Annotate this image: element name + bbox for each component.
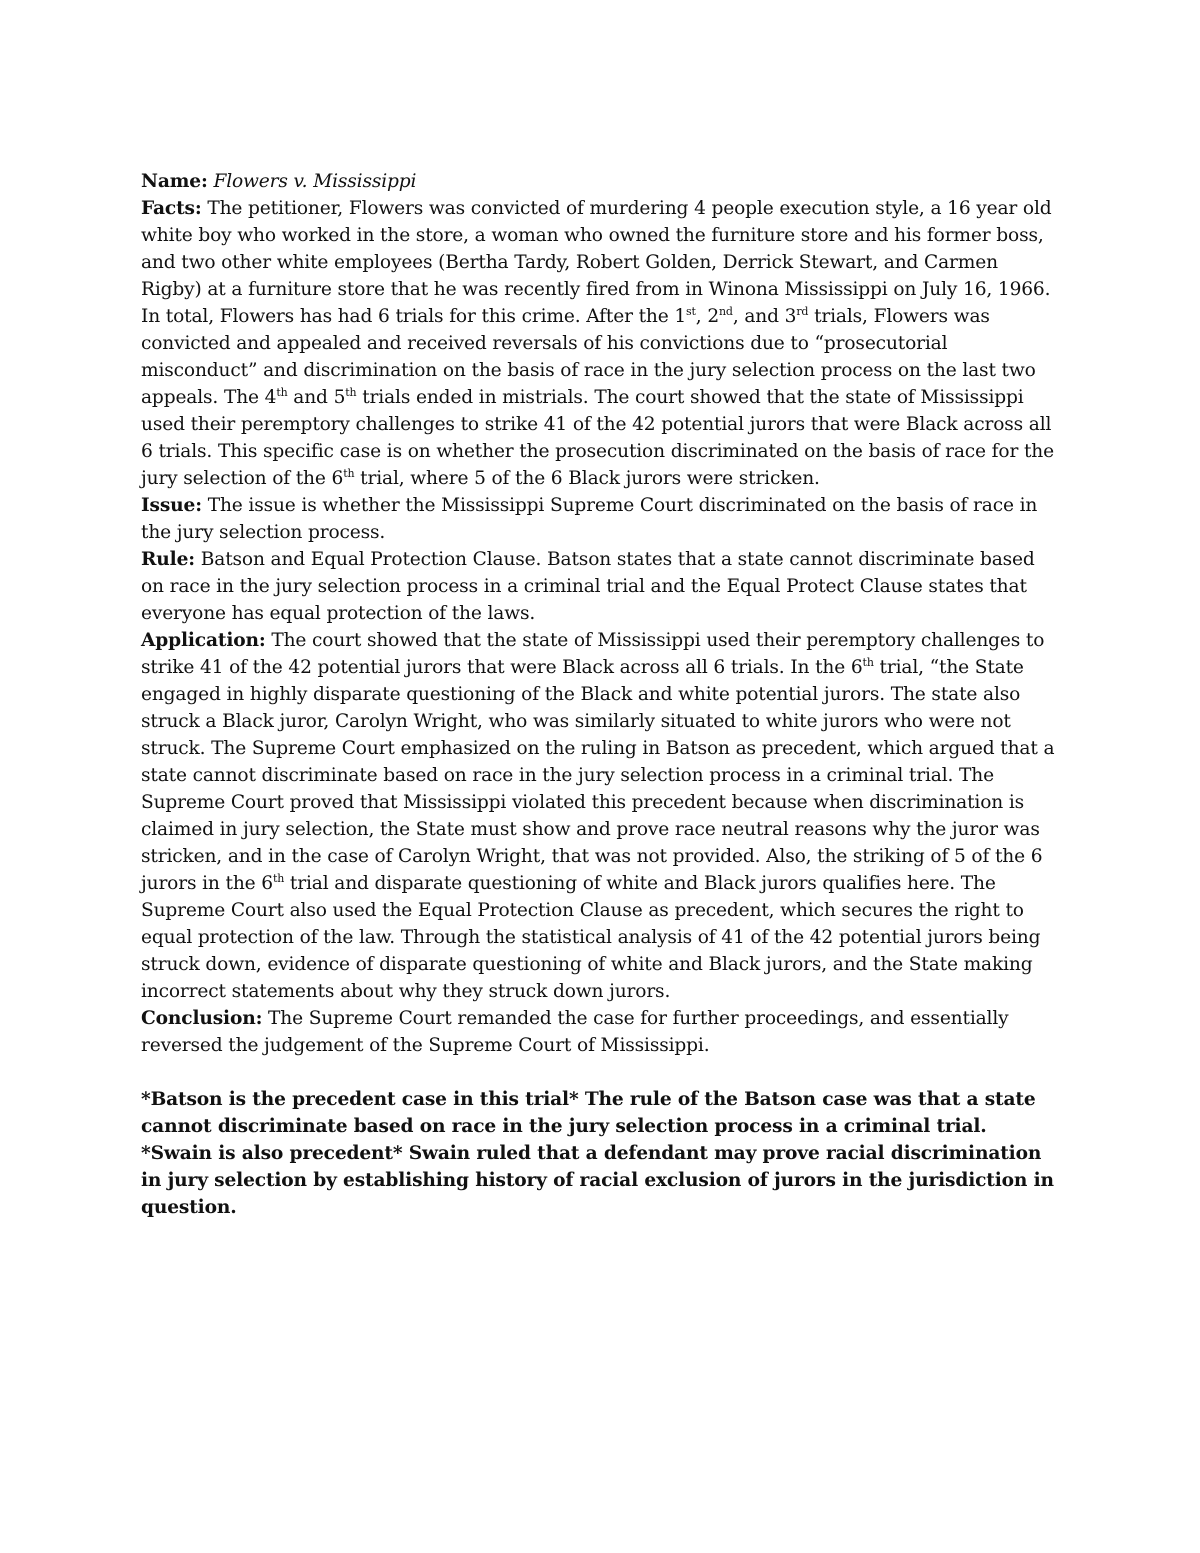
facts-text-5: and 5 — [287, 387, 346, 408]
application-text-2: trial, “the State engaged in highly disparate questioning of the Black and white potential jurors. The state also struck a Black juror, Carolyn Wright, who was similarly situated to white jurors who were not struck. The Supreme Court emphasized on the ruling in Batson as precedent, which argued that a state cannot discriminate based on race in the jury selection process in a criminal trial. The Supreme Court proved that Mississippi violated this precedent because when discrimination is claimed in jury selection, the State must show and prove race neutral reasons why the juror was stricken, and in the case of Carolyn Wright, that was not provided. Also, the striking of 5 of the 6 jurors in the 6 — [141, 657, 1055, 894]
paragraph-spacer — [141, 1059, 1061, 1086]
case-name: Flowers v. Mississippi — [213, 171, 417, 192]
issue-text: The issue is whether the Mississippi Supreme Court discriminated on the basis of race in the jury selection process. — [141, 495, 1038, 543]
rule-label: Rule: — [141, 549, 195, 570]
rule-paragraph — [141, 546, 1061, 627]
application-sup-2: th — [272, 872, 285, 885]
facts-text-3: , and 3 — [732, 306, 797, 327]
issue-paragraph — [141, 492, 1061, 546]
case-brief-document — [141, 168, 1061, 1221]
name-label: Name: — [141, 171, 208, 192]
facts-paragraph — [141, 195, 1061, 492]
swain-note: *Swain is also precedent* Swain ruled that a defendant may prove racial discrimination in jury selection by establishing history of racial exclusion of jurors in the jurisdiction in question. — [141, 1143, 1054, 1218]
conclusion-label: Conclusion: — [141, 1008, 263, 1029]
application-text-3: trial and disparate questioning of white and Black jurors qualifies here. The Supreme Court also used the Equal Protection Clause as precedent, which secures the right to equal protection of the law. Through the statistical analysis of 41 of the 42 potential jurors being struck down, evidence of disparate questioning of white and Black jurors, and the State making incorrect statements about why they struck down jurors. — [141, 873, 1041, 1002]
application-label: Application: — [141, 630, 266, 651]
facts-label: Facts: — [141, 198, 202, 219]
facts-text-6: trials ended in mistrials. The court showed that the state of Mississippi used their peremptory challenges to strike 41 of the 42 potential jurors that were Black across all 6 trials. This specific case is on whether the prosecution discriminated on the basis of race for the jury selection of the 6 — [141, 387, 1054, 489]
facts-sup-6: th — [343, 467, 355, 480]
conclusion-text: The Supreme Court remanded the case for further proceedings, and essentially reversed the judgement of the Supreme Court of Mississippi. — [141, 1008, 1009, 1056]
issue-label: Issue: — [141, 495, 202, 516]
facts-sup-3: rd — [796, 305, 809, 318]
facts-sup-1: st — [686, 305, 696, 318]
batson-note: *Batson is the precedent case in this trial* The rule of the Batson case was that a state cannot discriminate based on race in the jury selection process in a criminal trial. — [141, 1089, 1036, 1137]
facts-text-1: The petitioner, Flowers was convicted of murdering 4 people execution style, a 16 year old white boy who worked in the store, a woman who owned the furniture store and his former boss, and two other white employees (Bertha Tardy, Robert Golden, Derrick Stewart, and Carmen Rigby) at a furniture store that he was recently fired from in Winona Mississippi on July 16, 1966. In total, Flowers has had 6 trials for this crime. After the 1 — [141, 198, 1052, 327]
facts-sup-2: nd — [719, 305, 733, 318]
rule-text: Batson and Equal Protection Clause. Batson states that a state cannot discriminate based on race in the jury selection process in a criminal trial and the Equal Protect Clause states that everyone has equal protection of the laws. — [141, 549, 1035, 624]
facts-text-4: trials, Flowers was convicted and appealed and received reversals of his convictions due to “prosecutorial misconduct” and discrimination on the basis of race in the jury selection process on the last two appeals. The 4 — [141, 306, 1036, 408]
application-sup-1: th — [862, 656, 874, 669]
conclusion-paragraph — [141, 1005, 1061, 1059]
application-text-1: The court showed that the state of Mississippi used their peremptory challenges to strike 41 of the 42 potential jurors that were Black across all 6 trials. In the 6 — [141, 630, 1045, 678]
name-paragraph — [141, 168, 1061, 195]
application-paragraph — [141, 627, 1061, 1005]
facts-text-2: , 2 — [695, 306, 719, 327]
facts-sup-5: th — [345, 386, 357, 399]
facts-text-7: trial, where 5 of the 6 Black jurors were stricken. — [354, 468, 820, 489]
facts-sup-4: th — [276, 386, 288, 399]
